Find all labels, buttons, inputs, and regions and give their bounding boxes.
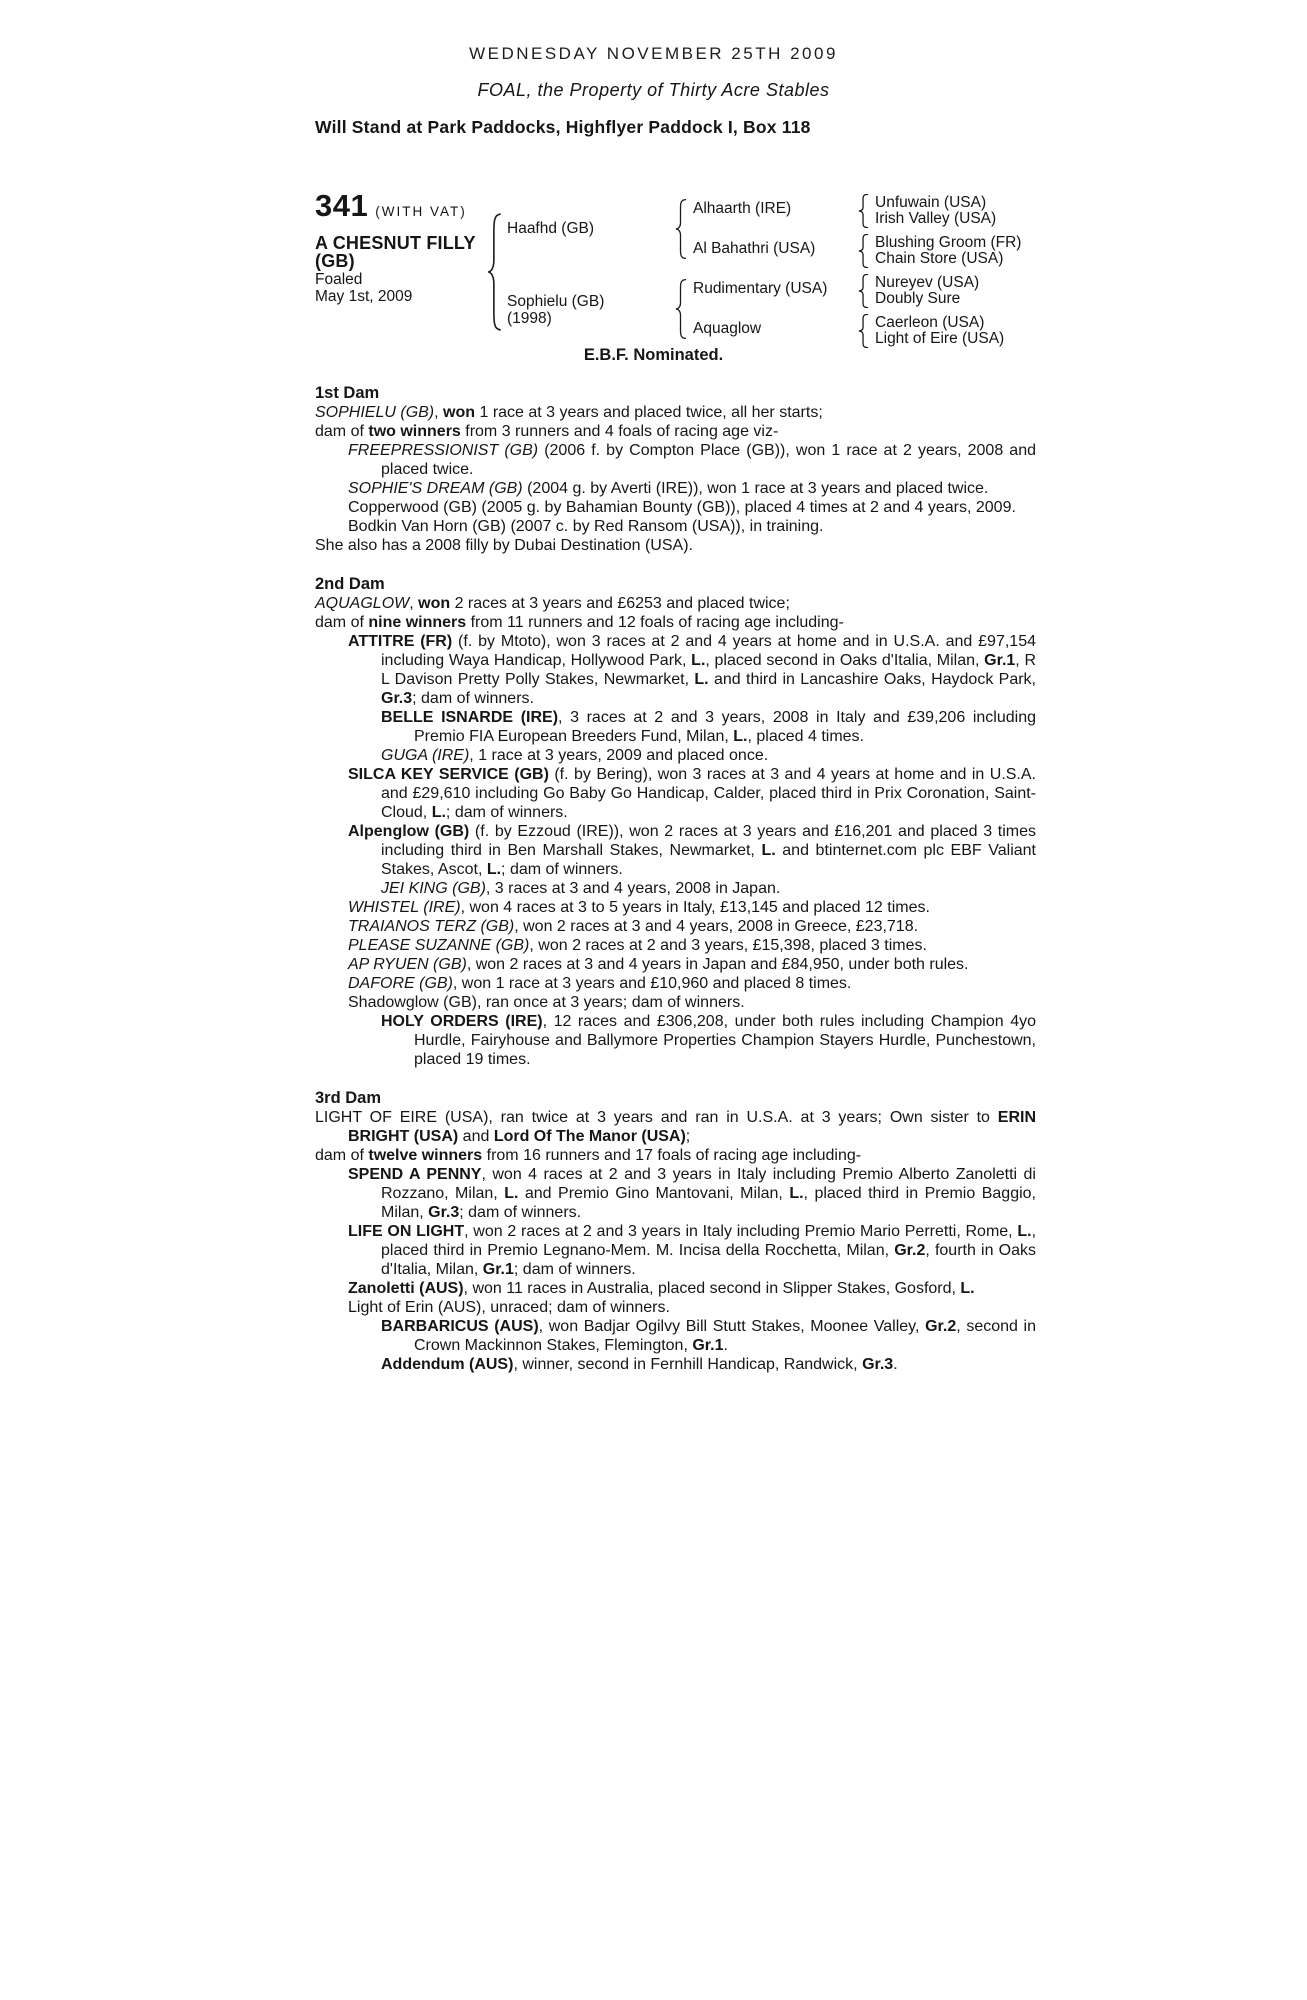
- lot-header: [315, 188, 467, 223]
- stand-location-line: Will Stand at Park Paddocks, Highflyer Paddock I, Box 118: [315, 117, 811, 137]
- sire-name: Haafhd (GB): [507, 220, 595, 237]
- sire-dam-name: Al Bahathri (USA): [693, 240, 816, 257]
- pedigree-entry: SPEND A PENNY, won 4 races at 2 and 3 years in Italy including Premio Alberto Zanoletti di Rozzano, Milan, L. and Premio Gino Mantovani, Milan, L., placed third in Premio Baggio, Milan, Gr.3; dam of winners.: [348, 1166, 1036, 1221]
- pedigree-entry: Addendum (AUS), winner, second in Fernhill Handicap, Randwick, Gr.3.: [381, 1356, 898, 1373]
- ggp-name: Unfuwain (USA): [875, 194, 987, 211]
- pedigree-entry: JEI KING (GB), 3 races at 3 and 4 years, 2008 in Japan.: [381, 880, 781, 897]
- dam-dam-name: Aquaglow: [693, 320, 762, 337]
- dam-sire-name: Rudimentary (USA): [693, 280, 828, 297]
- pedigree-entry: LIGHT OF EIRE (USA), ran twice at 3 years and ran in U.S.A. at 3 years; Own sister to ERIN BRIGHT (USA) and Lord Of The Manor (USA);: [315, 1109, 1036, 1145]
- pedigree-entry: SOPHIELU (GB), won 1 race at 3 years and placed twice, all her starts;: [315, 404, 823, 421]
- dam-year: (1998): [507, 310, 552, 327]
- pedigree-entry: Zanoletti (AUS), won 11 races in Australia, placed second in Slipper Stakes, Gosford, L.: [348, 1280, 975, 1297]
- sire-sire-name: Alhaarth (IRE): [693, 200, 792, 217]
- lot-number: 341: [315, 188, 369, 223]
- dam-heading: 2nd Dam: [315, 575, 385, 593]
- dam-name: Sophielu (GB): [507, 293, 605, 310]
- lot-description-line2: (GB): [315, 251, 355, 271]
- pedigree-entry: PLEASE SUZANNE (GB), won 2 races at 2 and 3 years, £15,398, placed 3 times.: [348, 937, 927, 954]
- pedigree-entry: dam of twelve winners from 16 runners and 17 foals of racing age including-: [315, 1147, 862, 1164]
- foaled-date: May 1st, 2009: [315, 288, 413, 305]
- pedigree-entry: WHISTEL (IRE), won 4 races at 3 to 5 years in Italy, £13,145 and placed 12 times.: [348, 899, 930, 916]
- pedigree-entry: dam of nine winners from 11 runners and 12 foals of racing age including-: [315, 614, 844, 631]
- pedigree-entry: FREEPRESSIONIST (GB) (2006 f. by Compton Place (GB)), won 1 race at 2 years, 2008 and placed twice.: [348, 442, 1036, 478]
- pedigree-brace-icon: [858, 234, 869, 268]
- ggp-name: Irish Valley (USA): [875, 210, 997, 227]
- dam-section: [315, 384, 1036, 555]
- pedigree-entry: Shadowglow (GB), ran once at 3 years; dam of winners.: [348, 994, 745, 1011]
- ggp-name: Light of Eire (USA): [875, 330, 1005, 347]
- pedigree-entry: AP RYUEN (GB), won 2 races at 3 and 4 years in Japan and £84,950, under both rules.: [348, 956, 969, 973]
- sale-date-header: WEDNESDAY NOVEMBER 25TH 2009: [469, 44, 838, 63]
- pedigree-entry: GUGA (IRE), 1 race at 3 years, 2009 and placed once.: [381, 747, 769, 764]
- pedigree-brace-icon: [675, 199, 687, 259]
- dam-section: [315, 575, 1036, 1069]
- foaled-label: Foaled: [315, 271, 363, 288]
- pedigree-entry: Bodkin Van Horn (GB) (2007 c. by Red Ransom (USA)), in training.: [348, 518, 824, 535]
- dam-section: [315, 1089, 1036, 1374]
- pedigree-entry: DAFORE (GB), won 1 race at 3 years and £10,960 and placed 8 times.: [348, 975, 852, 992]
- ggp-name: Chain Store (USA): [875, 250, 1004, 267]
- ggp-name: Doubly Sure: [875, 290, 961, 307]
- pedigree-entry: TRAIANOS TERZ (GB), won 2 races at 3 and 4 years, 2008 in Greece, £23,718.: [348, 918, 919, 935]
- pedigree-entry: BELLE ISNARDE (IRE), 3 races at 2 and 3 years, 2008 in Italy and £39,206 including Premio FIA European Breeders Fund, Milan, L., placed 4 times.: [381, 709, 1036, 745]
- pedigree-brace-icon: [858, 274, 869, 308]
- consignment-title: FOAL, the Property of Thirty Acre Stables: [477, 80, 830, 100]
- pedigree-entry: She also has a 2008 filly by Dubai Destination (USA).: [315, 537, 693, 554]
- ggp-name: Blushing Groom (FR): [875, 234, 1022, 251]
- pedigree-entry: ATTITRE (FR) (f. by Mtoto), won 3 races at 2 and 4 years at home and in U.S.A. and £97,154 including Waya Handicap, Hollywood Park, L., placed second in Oaks d'Italia, Milan, Gr.1, R L Davison Pretty Polly Stakes, Newmarket, L. and third in Lancashire Oaks, Haydock Park, Gr.3; dam of winners.: [348, 633, 1037, 707]
- pedigree-entry: Alpenglow (GB) (f. by Ezzoud (IRE)), won 2 races at 3 years and £16,201 and placed 3 times including third in Ben Marshall Stakes, Newmarket, L. and btinternet.com plc EBF Valiant Stakes, Ascot, L.; dam of winners.: [348, 823, 1037, 878]
- pedigree-entry: LIFE ON LIGHT, won 2 races at 2 and 3 years in Italy including Premio Mario Perretti, Rome, L., placed third in Premio Legnano-Mem. M. Incisa della Rocchetta, Milan, Gr.2, fourth in Oaks d'Italia, Milan, Gr.1; dam of winners.: [348, 1223, 1037, 1278]
- pedigree-brace-icon: [675, 279, 687, 339]
- pedigree-entry: AQUAGLOW, won 2 races at 3 years and £6253 and placed twice;: [315, 595, 790, 612]
- lot-description-line1: A CHESNUT FILLY: [315, 233, 476, 253]
- dam-heading: 3rd Dam: [315, 1089, 382, 1107]
- pedigree-entry: BARBARICUS (AUS), won Badjar Ogilvy Bill Stutt Stakes, Moonee Valley, Gr.2, second in Crown Mackinnon Stakes, Flemington, Gr.1.: [381, 1318, 1037, 1354]
- pedigree-brace-icon: [487, 213, 502, 331]
- pedigree-brace-icon: [858, 314, 869, 348]
- pedigree-entry: Copperwood (GB) (2005 g. by Bahamian Bounty (GB)), placed 4 times at 2 and 4 years, 2009.: [348, 499, 1016, 516]
- ggp-name: Nureyev (USA): [875, 274, 980, 291]
- pedigree-entry: SILCA KEY SERVICE (GB) (f. by Bering), won 3 races at 3 and 4 years at home and in U.S.A. and £29,610 including Go Baby Go Handicap, Calder, placed third in Prix Coronation, Saint-Cloud, L.; dam of winners.: [348, 766, 1036, 821]
- ebf-nominated-note: E.B.F. Nominated.: [583, 346, 724, 364]
- ggp-name: Caerleon (USA): [875, 314, 985, 331]
- pedigree-entry: Light of Erin (AUS), unraced; dam of winners.: [348, 1299, 670, 1316]
- dam-heading: 1st Dam: [315, 384, 380, 402]
- pedigree-table: [315, 188, 1075, 355]
- pedigree-entry: SOPHIE'S DREAM (GB) (2004 g. by Averti (IRE)), won 1 race at 3 years and placed twice.: [348, 480, 989, 497]
- pedigree-brace-icon: [858, 194, 869, 228]
- vat-note: (WITH VAT): [375, 204, 467, 219]
- pedigree-entry: dam of two winners from 3 runners and 4 foals of racing age viz-: [315, 423, 779, 440]
- pedigree-entry: HOLY ORDERS (IRE), 12 races and £306,208, under both rules including Champion 4yo Hurdle, Fairyhouse and Ballymore Properties Champion Stayers Hurdle, Punchestown, placed 19 times.: [381, 1013, 1036, 1068]
- pedigree-details: [315, 384, 1036, 1374]
